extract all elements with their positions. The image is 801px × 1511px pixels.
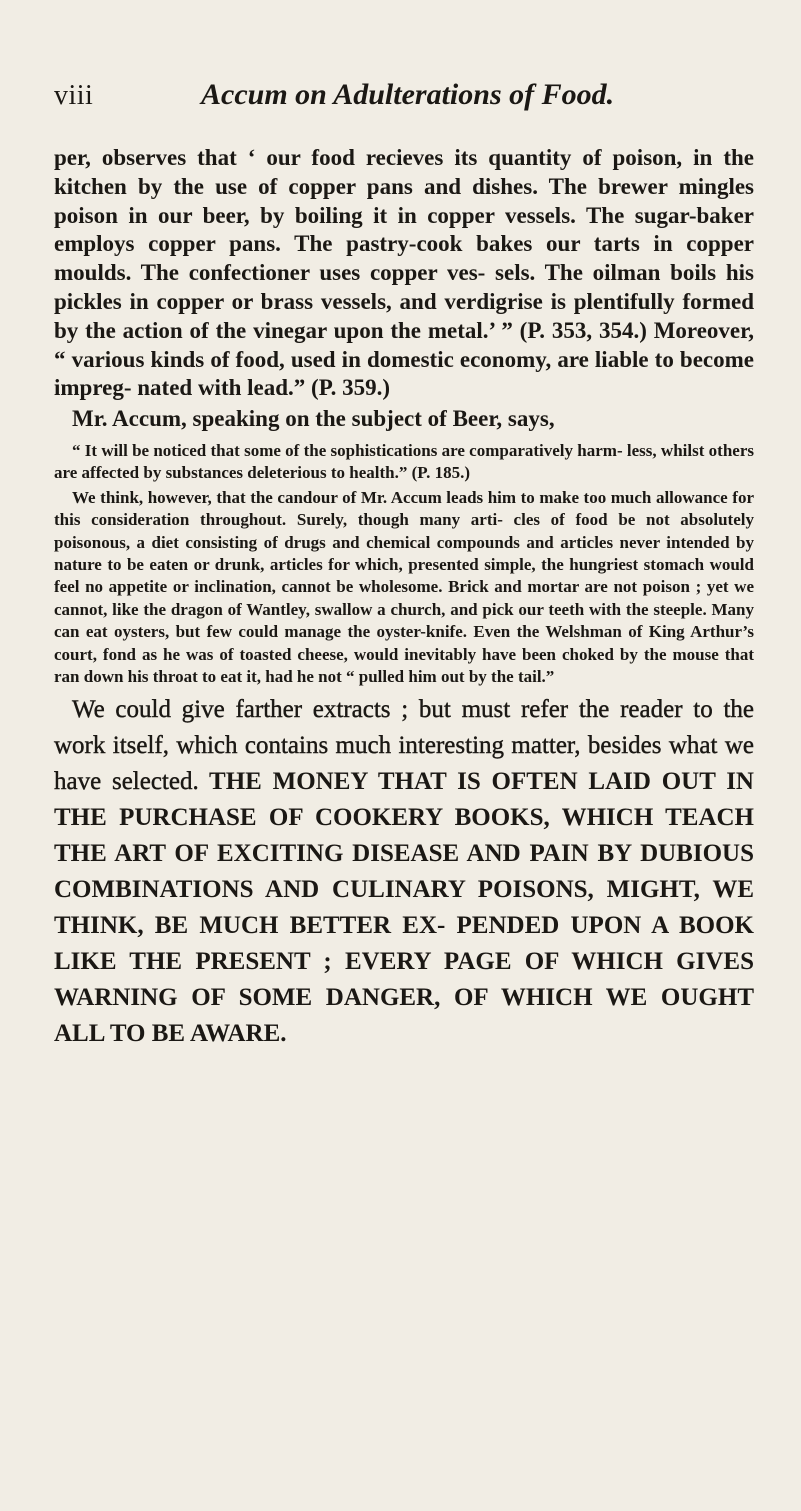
paragraph-beer-intro: Mr. Accum, speaking on the subject of Beer, says, <box>72 406 555 432</box>
paragraph-conclusion <box>54 692 754 1052</box>
conclusion-caps-text: THE MONEY THAT IS OFTEN LAID OUT IN THE PURCHASE OF COOKERY BOOKS, WHICH TEACH THE ART OF EXCITING DISEASE AND PAIN BY DUBIOUS COMBINATIONS AND CULINARY POISONS, MIGHT, WE THINK, BE MUCH BETTER EX- PENDED UPON A BOOK LIKE THE PRESENT ; EVERY PAGE OF WHICH GIVES WARNING OF SOME DANGER, OF WHICH WE OUGHT ALL TO BE AWARE. <box>54 768 754 1048</box>
paragraph-commentary: We think, however, that the candour of Mr. Accum leads him to make too much allowance for this consideration throughout. Surely, though many arti- cles of food be not absolutely poisonous, a diet consisting of drugs and chemical compounds and articles never intended by nature to be eaten or drunk, articles for which, presented simple, the hungriest stomach would feel no appetite or inclination, cannot be wholesome. Brick and mortar are not poison ; yet we cannot, like the dragon of Wantley, swallow a church, and pick our teeth with the steeple. Many can eat oysters, but few could manage the oyster-knife. Even the Welshman of King Arthur’s court, fond as he was of toasted cheese, would inevitably have been choked by the mouse that ran down his throat to eat it, had he not “ pulled him out by the tail.” <box>54 487 754 687</box>
running-title: Accum on Adulterations of Food. <box>201 78 615 111</box>
page-body <box>54 144 754 1052</box>
page-number: viii <box>54 80 94 111</box>
paragraph-copper-poison: per, observes that ‘ our food recieves its quantity of poison, in the kitchen by the use of copper pans and dishes. The brewer mingles poison in our beer, by boiling it in copper vessels. The sugar-baker employs copper pans. The pastry-cook bakes our tarts in copper moulds. The confectioner uses copper ves- sels. The oilman boils his pickles in copper or brass vessels, and verdigrise is plentifully formed by the action of the vinegar upon the metal.’ ” (P. 353, 354.) Moreover, “ various kinds of food, used in domestic economy, are liable to become impreg- nated with lead.” (P. 359.) <box>54 145 754 401</box>
block-quote-sophistications: “ It will be noticed that some of the sophistications are comparatively harm- less, whilst others are affected by substances deleterious to health.” (P. 185.) <box>54 440 754 483</box>
conclusion-lead-text: We could give farther extracts ; but must refer the reader to the work itself, which contains much interesting matter, besides what we have selected. <box>54 696 754 796</box>
page-header <box>54 78 754 118</box>
